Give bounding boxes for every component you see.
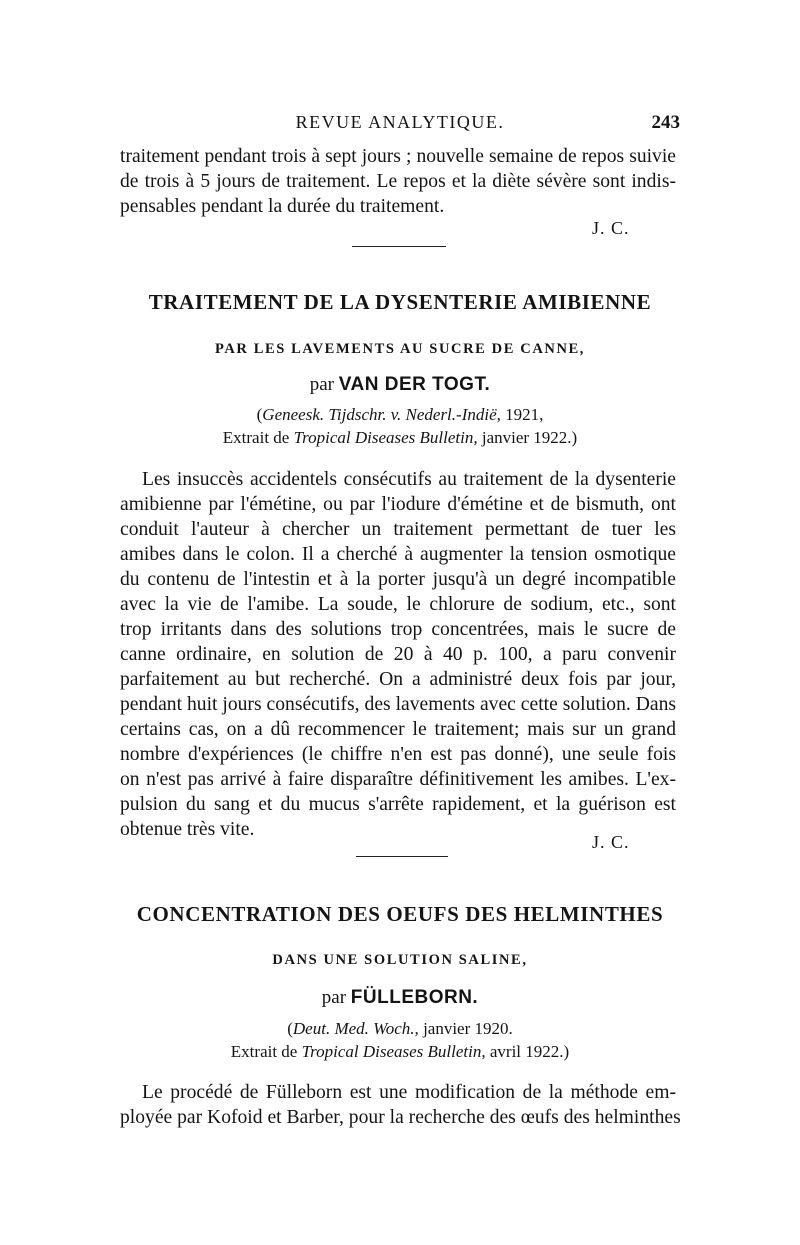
body-line: amibes dans le colon. Il a cherché à augmenter la tension osmotique <box>120 544 676 565</box>
author-prefix: par <box>309 374 335 395</box>
page-number: 243 <box>651 112 680 133</box>
body-line: ployée par Kofoid et Barber, pour la recherche des œufs des helminthes <box>120 1107 681 1128</box>
article-author <box>120 374 680 396</box>
continuation-line: traitement pendant trois à sept jours ; nouvelle semaine de repos suivie <box>120 146 676 167</box>
author-name: VAN DER TOGT. <box>338 374 491 395</box>
body-line: obtenue très vite. <box>120 819 255 840</box>
reference-date: janvier 1922.) <box>481 428 578 447</box>
section-divider <box>356 856 448 857</box>
article-title: TRAITEMENT DE LA DYSENTERIE AMIBIENNE <box>148 290 652 314</box>
running-header <box>120 112 680 138</box>
running-title: REVUE ANALYTIQUE. <box>295 112 505 132</box>
signature: J. C. <box>592 218 630 238</box>
continuation-line: pensables pendant la durée du traitement. <box>120 196 445 217</box>
body-line: amibienne par l'émétine, ou par l'iodure d'émétine et de bismuth, ont <box>120 494 676 515</box>
body-line: conduit l'auteur à chercher un traitement permettant de tuer les <box>120 519 676 540</box>
reference-line: (Geneesk. Tijdschr. v. Nederl.-Indië, 1921, <box>256 405 544 424</box>
body-line: parfaitement au but recherché. On a administré deux fois par jour, <box>120 669 676 690</box>
continuation-line: de trois à 5 jours de traitement. Le repos et la diète sévère sont indis- <box>120 171 676 192</box>
reference-source: Tropical Diseases Bulletin, <box>301 1042 486 1061</box>
reference-extract: Extrait de <box>230 1042 298 1061</box>
article-subtitle: PAR LES LAVEMENTS AU SUCRE DE CANNE, <box>214 341 586 357</box>
reference-date: avril 1922.) <box>489 1042 570 1061</box>
section-divider <box>352 246 446 247</box>
reference-year: 1921, <box>505 405 544 424</box>
body-line: pulsion du sang et du mucus s'arrête rapidement, et la guérison est <box>120 794 676 815</box>
signature: J. C. <box>592 832 630 852</box>
article-author <box>120 987 680 1009</box>
body-line: certains cas, on a dû recommencer le traitement; mais sur un grand <box>120 719 676 740</box>
author-prefix: par <box>321 987 347 1008</box>
reference-line <box>120 428 680 448</box>
body-line: du contenu de l'intestin et à la porter jusqu'à un degré incompatible <box>120 569 676 590</box>
reference-source: Tropical Diseases Bulletin, <box>293 428 478 447</box>
body-line: canne ordinaire, en solution de 20 à 40 p. 100, a paru convenir <box>120 644 676 665</box>
body-line: avec la vie de l'amibe. La soude, le chlorure de sodium, etc., sont <box>120 594 676 615</box>
body-line: nombre d'expériences (le chiffre n'en est pas donné), une seule fois <box>120 744 676 765</box>
body-line: on n'est pas arrivé à faire disparaître définitivement les amibes. L'ex- <box>120 769 676 790</box>
body-line: trop irritants dans des solutions trop concentrées, mais le sucre de <box>120 619 676 640</box>
article-title: CONCENTRATION DES OEUFS DES HELMINTHES <box>136 902 664 926</box>
reference-extract: Extrait de <box>222 428 290 447</box>
reference-journal: Geneesk. Tijdschr. v. Nederl.-Indië, <box>262 405 501 424</box>
reference-line: (Deut. Med. Woch., janvier 1920. <box>287 1019 513 1038</box>
body-line: Le procédé de Fülleborn est une modification de la méthode em- <box>142 1082 676 1103</box>
reference-date: janvier 1920. <box>423 1019 513 1038</box>
author-name: FÜLLEBORN. <box>350 987 479 1008</box>
article-subtitle: DANS UNE SOLUTION SALINE, <box>272 952 528 968</box>
body-line: Les insuccès accidentels consécutifs au traitement de la dysenterie <box>142 469 676 490</box>
reference-line <box>120 1042 680 1062</box>
body-line: pendant huit jours consécutifs, des lavements avec cette solution. Dans <box>120 694 676 715</box>
reference-journal: Deut. Med. Woch., <box>292 1019 419 1038</box>
